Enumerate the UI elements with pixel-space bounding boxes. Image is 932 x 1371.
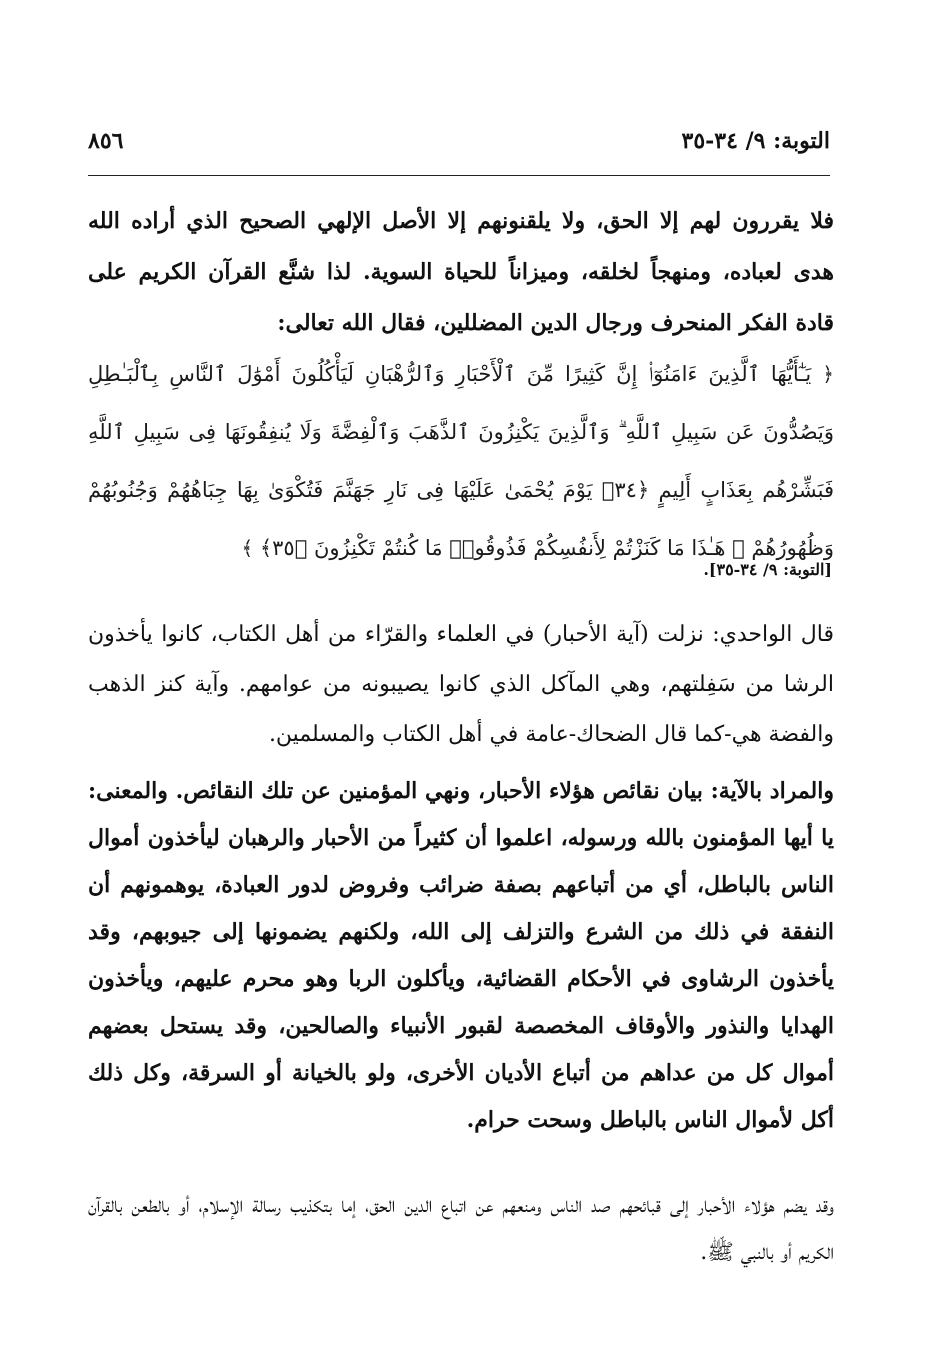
quran-verse-text: يَـٰٓأَيُّهَا ٱلَّذِينَ ءَامَنُوٓا۟ إِنَّ كَثِيرًا مِّنَ ٱلْأَحْبَارِ وَٱلرُّهْبَانِ لَيَأْكُلُونَ أَمْوَٰلَ ٱلنَّاسِ بِٱلْبَـٰطِلِ وَيَصُدُّونَ عَن سَبِيلِ ٱللَّهِ ۗ وَٱلَّذِينَ يَكْنِزُونَ ٱلذَّهَبَ وَٱلْفِضَّةَ وَلَا يُنفِقُونَهَا فِى سَبِيلِ ٱللَّهِ فَبَشِّرْهُم بِعَذَابٍ أَلِيمٍ ﴿٣٤﴾ يَوْمَ يُحْمَىٰ عَلَيْهَا فِى نَارِ جَهَنَّمَ فَتُكْوَىٰ بِهَا جِبَاهُهُمْ وَجُنُوبُهُمْ وَظُهُورُهُمْ ۖ هَـٰذَا مَا كَنَزْتُمْ لِأَنفُسِكُمْ فَذُوقُوا۟ مَا كُنتُمْ تَكْنِزُونَ ﴿٣٥﴾ (88, 362, 834, 560)
paragraph-meaning (88, 768, 834, 1144)
quran-verse (88, 345, 834, 577)
paragraph-wahidi (88, 610, 834, 760)
paragraph-closing-text: وقد يضم هؤلاء الأحبار إلى قبائحهم صد الناس ومنعهم عن اتباع الدين الحق، إما بتكذيب رسالة الإسلام، أو بالطعن بالقرآن الكريم أو بالنبي ﷺ. (88, 1193, 834, 1265)
paragraph-meaning-text: والمراد بالآية: بيان نقائص هؤلاء الأحبار، ونهي المؤمنين عن تلك النقائص. والمعنى: يا أيها المؤمنون بالله ورسوله، اعلموا أن كثيراً من الأحبار والرهبان ليأخذون أموال الناس بالباطل، أي من أتباعهم بصفة ضرائب وفروض لدور العبادة، يوهمونهم أن النفقة في ذلك من الشرع والتزلف إلى الله، ولكنهم يضمونها إلى جيوبهم، وقد يأخذون الرشاوى في الأحكام القضائية، ويأكلون الربا وهو محرم عليهم، ويأخذون الهدايا والنذور والأوقاف المخصصة لقبور الأنبياء والصالحين، وقد يستحل بعضهم أموال كل من عداهم من أتباع الأديان الأخرى، ولو بالخيانة أو السرقة، وكل ذلك أكل لأموال الناس بالباطل وسحت حرام. (88, 778, 834, 1133)
header-divider (88, 175, 830, 176)
intro-paragraph (88, 196, 834, 349)
verse-open-ornament: ﴿ (822, 362, 834, 386)
page-number: ٨٥٦ (88, 128, 124, 154)
verse-close-ornament: ﴾ (241, 536, 254, 560)
paragraph-closing (88, 1182, 834, 1276)
intro-text: فلا يقررون لهم إلا الحق، ولا يلقنونهم إلا الأصل الإلهي الصحيح الذي أراده الله هدى لعباده، ومنهجاً لخلقه، وميزاناً للحياة السوية. لذا شنَّع القرآن الكريم على قادة الفكر المنحرف ورجال الدين المضللين، فقال الله تعالى: (88, 208, 834, 336)
chapter-reference: التوبة: ٩/ ٣٤-٣٥ (681, 128, 830, 154)
paragraph-wahidi-text: قال الواحدي: نزلت (آية الأحبار) في العلماء والقرّاء من أهل الكتاب، كانوا يأخذون الرشا من سَفِلتهم، وهي المآكل الذي كانوا يصيبونه من عوامهم. وآية كنز الذهب والفضة هي-كما قال الضحاك-عامة في أهل الكتاب والمسلمين. (88, 622, 834, 747)
quran-verse-block (88, 345, 834, 577)
running-head (88, 128, 830, 162)
verse-citation: [التوبة: ٩/ ٣٤-٣٥]. (703, 560, 832, 579)
